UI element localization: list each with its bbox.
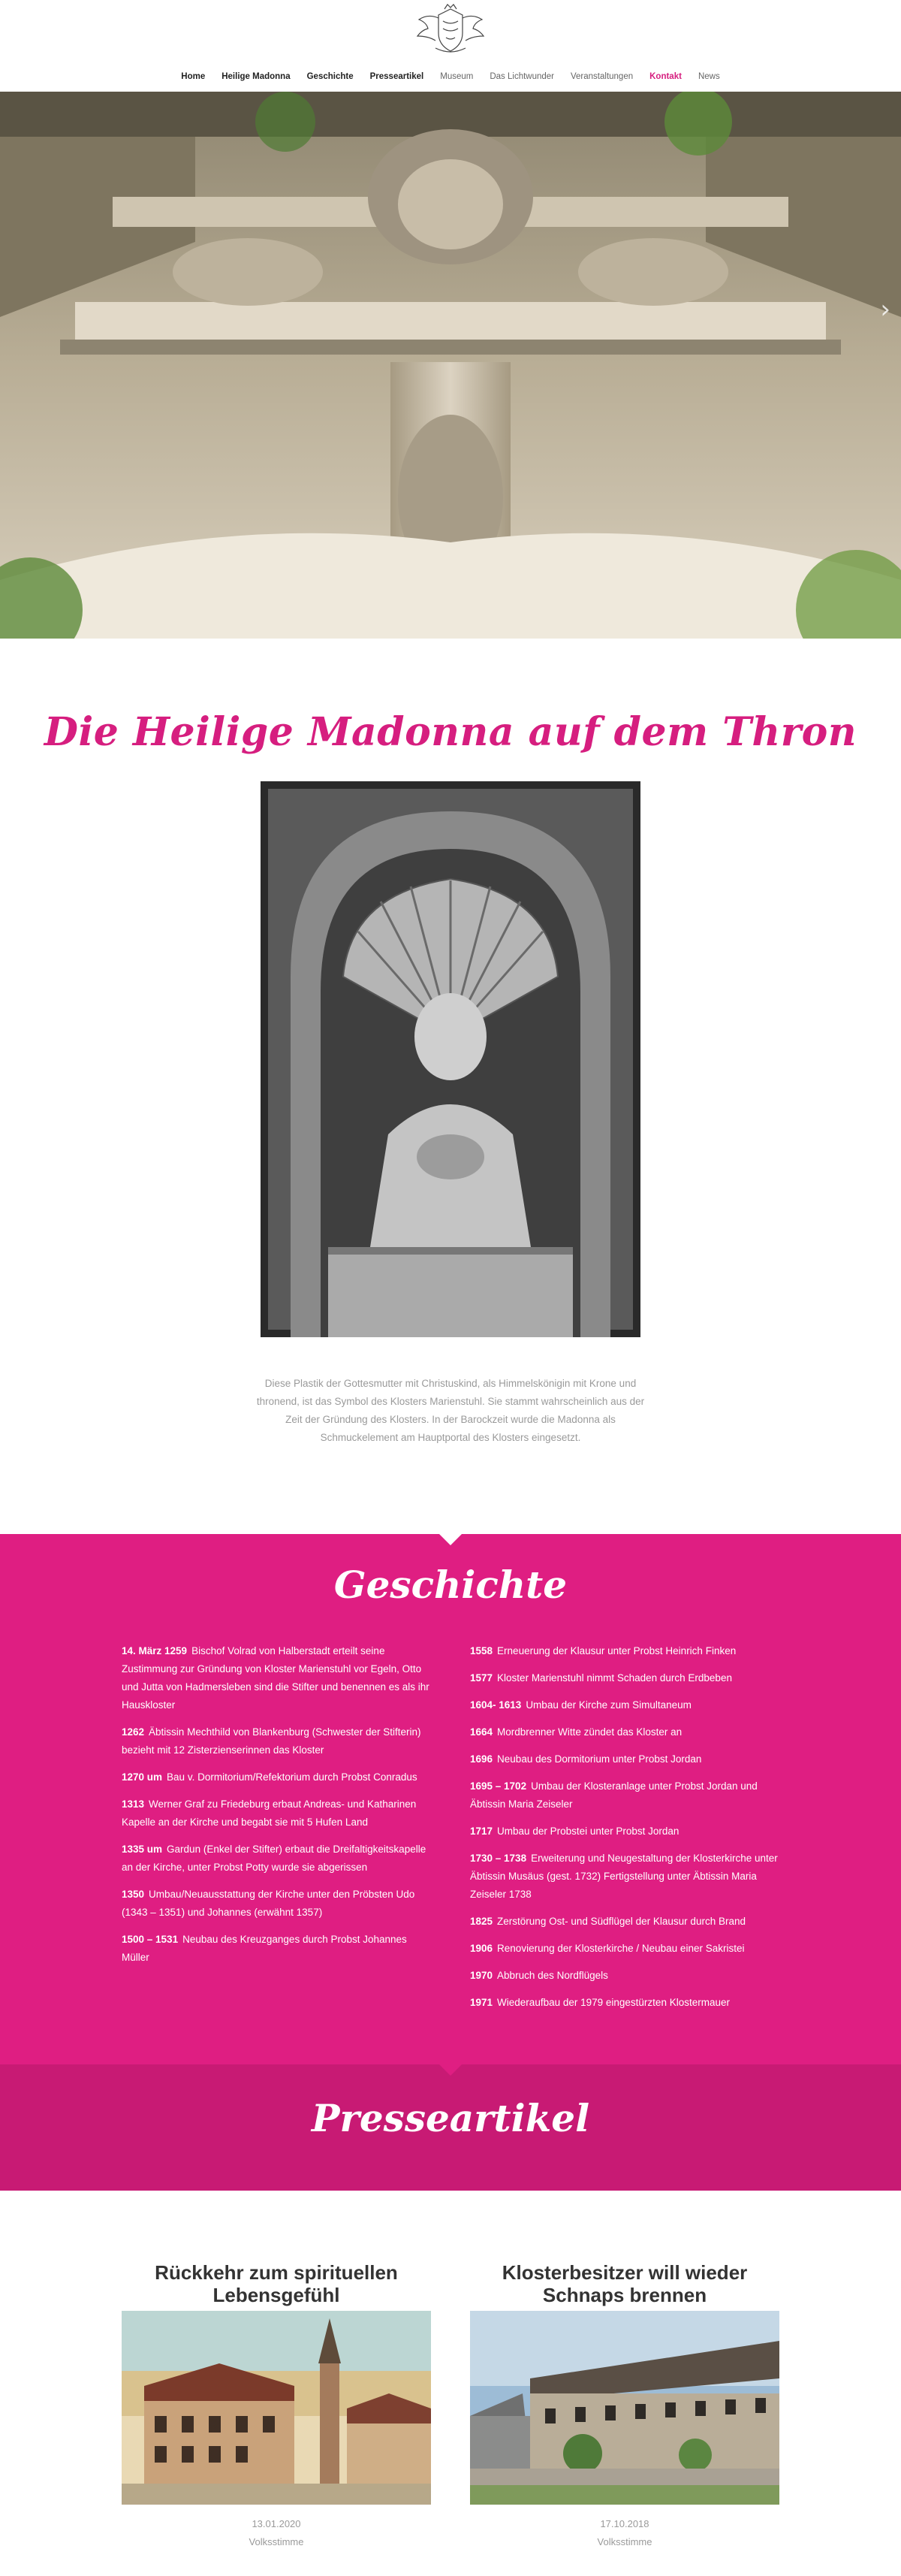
- hero-image-portal: [0, 92, 901, 639]
- geschichte-title: Geschichte: [333, 1563, 568, 1607]
- article-date: 13.01.2020: [252, 2518, 301, 2529]
- nav-geschichte[interactable]: Geschichte: [306, 72, 354, 81]
- timeline-entry: 1717 Umbau der Probstei unter Probst Jordan: [470, 1826, 680, 1837]
- hero-slider: [0, 92, 901, 639]
- nav-kontakt[interactable]: Kontakt: [649, 72, 682, 81]
- timeline-entry: 1696 Neubau des Dormitorium unter Probst Jordan: [470, 1753, 702, 1765]
- main-navigation: [0, 69, 901, 84]
- madonna-caption: Diese Plastik der Gottesmutter mit Christuskind, als Himmelskönigin mit Krone und thronend, ist das Symbol des Klosters Marienstuhl. Sie stammt wahrscheinlich aus der Zeit der Gründung des Klosters. In der Barockzeit wurde die Madonna als Schmuckelement am Hauptportal des Klosters eingesetzt.: [256, 1378, 645, 1443]
- timeline-entry: 1825 Zerstörung Ost- und Südflügel der Klausur durch Brand: [470, 1916, 746, 1927]
- section-divider-notch: [438, 2064, 463, 2076]
- timeline-entry: 1262 Äbtissin Mechthild von Blankenburg (Schwester der Stifterin) bezieht mit 12 Zisterzienserinnen das Kloster: [122, 1726, 421, 1756]
- madonna-title: Die Heilige Madonna auf dem Thron: [44, 709, 857, 755]
- presseartikel-title: Presseartikel: [311, 2096, 590, 2140]
- press-articles: [0, 2191, 901, 2576]
- timeline-entry: 1664 Mordbrenner Witte zündet das Kloster an: [470, 1726, 683, 1738]
- timeline-right-column: [470, 1642, 784, 2021]
- article-image-kloster[interactable]: [470, 2311, 779, 2505]
- timeline-entry: 1350 Umbau/Neuausstattung der Kirche unter den Pröbsten Udo (1343 – 1351) und Johannes (erwähnt 1357): [122, 1889, 415, 1918]
- crest-logo-icon[interactable]: [405, 3, 496, 57]
- press-article-card[interactable]: [470, 2261, 779, 2550]
- timeline-entry: 14. März 1259 Bischof Volrad von Halberstadt erteilt seine Zustimmung zur Gründung von Kloster Marienstuhl vor Egeln, Otto und Jutta von Hadmersleben sind die Stifter und benennen es als ihr Hauskloster: [122, 1645, 429, 1711]
- timeline-left-column: [122, 1642, 435, 1976]
- timeline-entry: 1604- 1613 Umbau der Kirche zum Simultaneum: [470, 1699, 692, 1711]
- timeline-entry: 1730 – 1738 Erweiterung und Neugestaltung der Klosterkirche unter Äbtissin Musäus (gest. 1732) Fertigstellung unter Äbtissin Maria Zeiseler 1738: [470, 1853, 778, 1900]
- article-source: Volksstimme: [249, 2536, 304, 2547]
- section-geschichte: [0, 1534, 901, 2064]
- nav-lichtwunder[interactable]: Das Lichtwunder: [490, 72, 554, 81]
- nav-home[interactable]: Home: [181, 72, 206, 81]
- nav-presseartikel[interactable]: Presseartikel: [369, 72, 424, 81]
- article-date: 17.10.2018: [600, 2518, 649, 2529]
- section-presseartikel-header: [0, 2064, 901, 2191]
- nav-heilige-madonna[interactable]: Heilige Madonna: [221, 72, 291, 81]
- timeline-entry: 1558 Erneuerung der Klausur unter Probst Heinrich Finken: [470, 1645, 737, 1656]
- timeline-entry: 1270 um Bau v. Dormitorium/Refektorium durch Probst Conradus: [122, 1771, 417, 1783]
- nav-news[interactable]: News: [698, 72, 720, 81]
- timeline-entry: 1500 – 1531 Neubau des Kreuzganges durch Probst Johannes Müller: [122, 1934, 407, 1963]
- article-image-postcard[interactable]: [122, 2311, 431, 2505]
- timeline-entry: 1313 Werner Graf zu Friedeburg erbaut Andreas- und Katharinen Kapelle an der Kirche und begabt sie mit 5 Hufen Land: [122, 1798, 417, 1828]
- chevron-right-icon[interactable]: ›: [880, 294, 890, 325]
- nav-veranstaltungen[interactable]: Veranstaltungen: [571, 72, 634, 81]
- timeline-entry: 1906 Renovierung der Klosterkirche / Neubau einer Sakristei: [470, 1943, 745, 1954]
- timeline-entry: 1577 Kloster Marienstuhl nimmt Schaden durch Erdbeben: [470, 1672, 732, 1684]
- timeline-entry: 1971 Wiederaufbau der 1979 eingestürzten Klostermauer: [470, 1997, 730, 2008]
- press-article-card[interactable]: [122, 2261, 431, 2550]
- site-header: [0, 0, 901, 92]
- article-source: Volksstimme: [597, 2536, 652, 2547]
- madonna-statue-image: [261, 781, 640, 1337]
- nav-museum[interactable]: Museum: [440, 72, 474, 81]
- article-title[interactable]: Klosterbesitzer will wieder Schnaps brennen: [502, 2261, 748, 2306]
- section-divider-notch: [438, 1533, 463, 1545]
- timeline-entry: 1335 um Gardun (Enkel der Stifter) erbaut die Dreifaltigkeitskapelle an der Kirche, unter Probst Potty wurde sie abgerissen: [122, 1844, 426, 1873]
- timeline-entry: 1970 Abbruch des Nordflügels: [470, 1970, 608, 1981]
- timeline-entry: 1695 – 1702 Umbau der Klosteranlage unter Probst Jordan und Äbtissin Maria Zeiseler: [470, 1780, 758, 1810]
- article-title[interactable]: Rückkehr zum spirituellen Lebensgefühl: [155, 2261, 398, 2306]
- section-heilige-madonna: [0, 639, 901, 1534]
